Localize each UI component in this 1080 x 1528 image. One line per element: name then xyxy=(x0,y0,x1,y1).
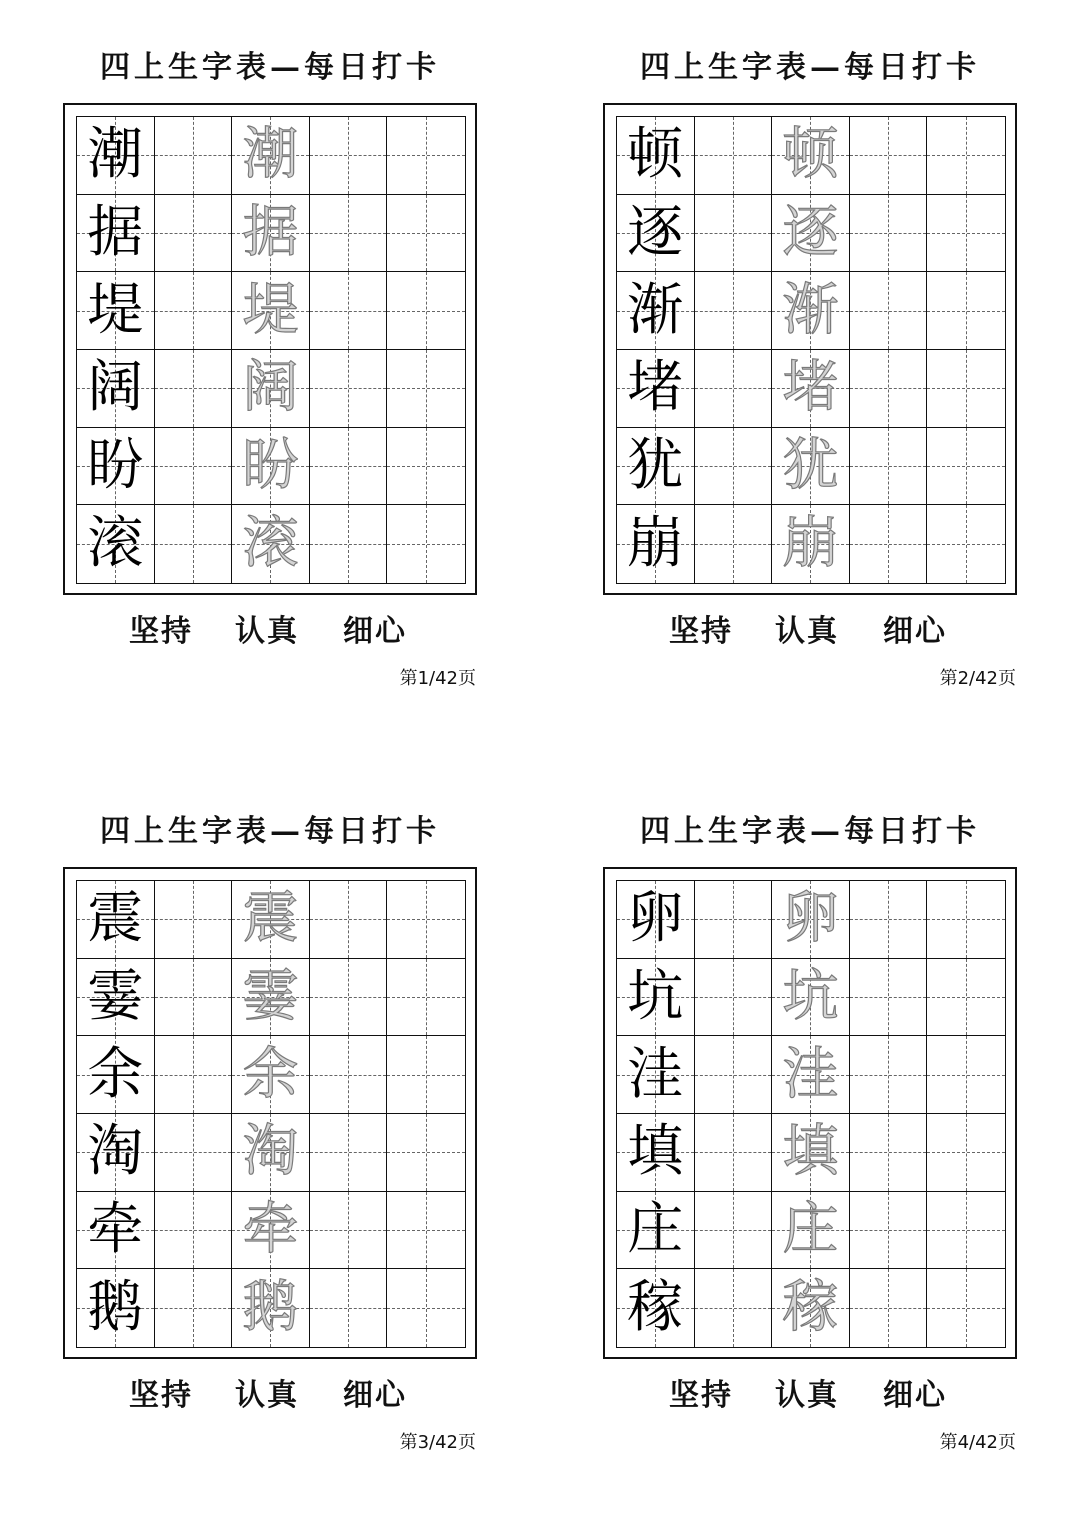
blank-practice-cell xyxy=(927,272,1005,350)
motto-word: 坚持 xyxy=(129,614,193,649)
model-character: 逐 xyxy=(627,199,684,265)
trace-character: 霎 xyxy=(242,963,299,1029)
model-character: 滚 xyxy=(87,511,144,577)
blank-practice-cell xyxy=(155,1269,233,1347)
trace-cell xyxy=(232,1192,310,1270)
blank-practice-cell xyxy=(310,195,388,273)
motto-line xyxy=(63,1376,477,1416)
sheet-title: 四上生字表—每日打卡 xyxy=(100,50,440,85)
blank-practice-cell xyxy=(850,1192,928,1270)
model-character: 震 xyxy=(87,886,144,952)
blank-practice-cell xyxy=(310,881,388,959)
model-cell xyxy=(617,1192,695,1270)
model-character: 淘 xyxy=(87,1119,144,1185)
blank-practice-cell xyxy=(387,350,465,428)
motto-line xyxy=(603,612,1017,652)
blank-practice-cell xyxy=(310,1114,388,1192)
blank-practice-cell xyxy=(387,1036,465,1114)
blank-practice-cell xyxy=(695,428,773,506)
tianzige-grid xyxy=(76,880,466,1348)
blank-practice-cell xyxy=(850,1114,928,1192)
blank-practice-cell xyxy=(155,195,233,273)
model-cell xyxy=(617,195,695,273)
blank-practice-cell xyxy=(310,428,388,506)
blank-practice-cell xyxy=(387,1114,465,1192)
trace-cell xyxy=(772,881,850,959)
trace-cell xyxy=(772,195,850,273)
tianzige-grid xyxy=(76,116,466,584)
blank-practice-cell xyxy=(155,428,233,506)
model-cell xyxy=(617,350,695,428)
blank-practice-cell xyxy=(387,505,465,583)
trace-character: 潮 xyxy=(242,122,299,188)
motto-word: 坚持 xyxy=(129,1378,193,1413)
trace-cell xyxy=(232,117,310,195)
blank-practice-cell xyxy=(850,272,928,350)
trace-cell xyxy=(232,881,310,959)
practice-grid-frame xyxy=(63,867,477,1359)
model-cell xyxy=(77,1269,155,1347)
model-character: 稼 xyxy=(627,1275,684,1341)
model-cell xyxy=(617,272,695,350)
blank-practice-cell xyxy=(927,505,1005,583)
blank-practice-cell xyxy=(927,1114,1005,1192)
blank-practice-cell xyxy=(850,881,928,959)
blank-practice-cell xyxy=(850,195,928,273)
page-number: 第3/42页 xyxy=(399,1432,476,1453)
blank-practice-cell xyxy=(155,1036,233,1114)
blank-practice-cell xyxy=(695,959,773,1037)
blank-practice-cell xyxy=(927,350,1005,428)
model-cell xyxy=(617,505,695,583)
blank-practice-cell xyxy=(155,1192,233,1270)
blank-practice-cell xyxy=(387,881,465,959)
blank-practice-cell xyxy=(387,428,465,506)
blank-practice-cell xyxy=(310,272,388,350)
trace-character: 坑 xyxy=(782,963,839,1029)
blank-practice-cell xyxy=(387,1192,465,1270)
blank-practice-cell xyxy=(927,1036,1005,1114)
blank-practice-cell xyxy=(310,505,388,583)
motto-word: 坚持 xyxy=(669,1378,733,1413)
model-cell xyxy=(617,117,695,195)
model-cell xyxy=(617,428,695,506)
trace-character: 鹅 xyxy=(242,1275,299,1341)
motto-word: 认真 xyxy=(775,614,839,649)
model-character: 崩 xyxy=(627,511,684,577)
motto-word: 细心 xyxy=(883,1378,947,1413)
model-character: 堵 xyxy=(627,355,684,421)
trace-character: 淘 xyxy=(242,1119,299,1185)
blank-practice-cell xyxy=(850,117,928,195)
trace-character: 阔 xyxy=(242,355,299,421)
model-cell xyxy=(77,350,155,428)
trace-character: 顿 xyxy=(782,122,839,188)
trace-cell xyxy=(772,428,850,506)
blank-practice-cell xyxy=(310,117,388,195)
model-character: 堤 xyxy=(87,277,144,343)
model-character: 牵 xyxy=(87,1196,144,1262)
trace-cell xyxy=(772,350,850,428)
practice-grid-frame xyxy=(63,103,477,595)
model-character: 阔 xyxy=(87,355,144,421)
trace-character: 崩 xyxy=(782,511,839,577)
practice-grid-frame xyxy=(603,867,1017,1359)
model-character: 鹅 xyxy=(87,1275,144,1341)
trace-cell xyxy=(232,959,310,1037)
model-character: 犹 xyxy=(627,432,684,498)
trace-character: 余 xyxy=(242,1041,299,1107)
trace-character: 滚 xyxy=(242,511,299,577)
motto-word: 认真 xyxy=(235,1378,299,1413)
model-character: 余 xyxy=(87,1041,144,1107)
model-cell xyxy=(77,195,155,273)
blank-practice-cell xyxy=(387,117,465,195)
trace-cell xyxy=(232,195,310,273)
blank-practice-cell xyxy=(695,1192,773,1270)
blank-practice-cell xyxy=(310,959,388,1037)
trace-cell xyxy=(772,272,850,350)
trace-character: 稼 xyxy=(782,1275,839,1341)
motto-line xyxy=(63,612,477,652)
blank-practice-cell xyxy=(850,350,928,428)
trace-cell xyxy=(232,428,310,506)
blank-practice-cell xyxy=(695,195,773,273)
trace-cell xyxy=(232,272,310,350)
model-cell xyxy=(617,1269,695,1347)
blank-practice-cell xyxy=(155,959,233,1037)
blank-practice-cell xyxy=(927,959,1005,1037)
blank-practice-cell xyxy=(695,1269,773,1347)
motto-word: 细心 xyxy=(343,614,407,649)
blank-practice-cell xyxy=(310,1036,388,1114)
sheet-title: 四上生字表—每日打卡 xyxy=(640,50,980,85)
blank-practice-cell xyxy=(155,505,233,583)
practice-grid-frame xyxy=(603,103,1017,595)
model-character: 盼 xyxy=(87,432,144,498)
model-cell xyxy=(77,1114,155,1192)
blank-practice-cell xyxy=(155,117,233,195)
trace-character: 填 xyxy=(782,1119,839,1185)
model-character: 霎 xyxy=(87,963,144,1029)
page-number: 第2/42页 xyxy=(939,668,1016,689)
tianzige-grid xyxy=(616,116,1006,584)
motto-word: 认真 xyxy=(235,614,299,649)
blank-practice-cell xyxy=(695,117,773,195)
model-character: 坑 xyxy=(627,963,684,1029)
trace-cell xyxy=(772,1269,850,1347)
blank-practice-cell xyxy=(387,272,465,350)
model-cell xyxy=(77,272,155,350)
blank-practice-cell xyxy=(155,1114,233,1192)
model-character: 顿 xyxy=(627,122,684,188)
model-character: 据 xyxy=(87,199,144,265)
blank-practice-cell xyxy=(695,881,773,959)
model-cell xyxy=(617,959,695,1037)
trace-character: 据 xyxy=(242,199,299,265)
trace-character: 犹 xyxy=(782,432,839,498)
blank-practice-cell xyxy=(387,1269,465,1347)
blank-practice-cell xyxy=(155,272,233,350)
motto-line xyxy=(603,1376,1017,1416)
trace-cell xyxy=(232,350,310,428)
blank-practice-cell xyxy=(310,1192,388,1270)
motto-word: 认真 xyxy=(775,1378,839,1413)
blank-practice-cell xyxy=(850,505,928,583)
motto-word: 坚持 xyxy=(669,614,733,649)
blank-practice-cell xyxy=(695,350,773,428)
blank-practice-cell xyxy=(695,1036,773,1114)
trace-character: 卵 xyxy=(782,886,839,952)
trace-character: 逐 xyxy=(782,199,839,265)
trace-character: 牵 xyxy=(242,1196,299,1262)
blank-practice-cell xyxy=(927,428,1005,506)
trace-cell xyxy=(232,1114,310,1192)
page-number: 第4/42页 xyxy=(939,1432,1016,1453)
model-cell xyxy=(77,1192,155,1270)
model-character: 庄 xyxy=(627,1196,684,1262)
sheet-title: 四上生字表—每日打卡 xyxy=(640,814,980,849)
practice-sheet xyxy=(0,0,540,764)
blank-practice-cell xyxy=(927,1192,1005,1270)
blank-practice-cell xyxy=(850,428,928,506)
trace-character: 堤 xyxy=(242,277,299,343)
motto-word: 细心 xyxy=(343,1378,407,1413)
model-character: 卵 xyxy=(627,886,684,952)
model-cell xyxy=(77,1036,155,1114)
model-cell xyxy=(77,428,155,506)
trace-character: 洼 xyxy=(782,1041,839,1107)
trace-character: 震 xyxy=(242,886,299,952)
blank-practice-cell xyxy=(387,959,465,1037)
blank-practice-cell xyxy=(695,505,773,583)
blank-practice-cell xyxy=(927,195,1005,273)
model-cell xyxy=(617,1114,695,1192)
blank-practice-cell xyxy=(850,1036,928,1114)
trace-cell xyxy=(772,505,850,583)
blank-practice-cell xyxy=(155,881,233,959)
model-cell xyxy=(77,117,155,195)
trace-cell xyxy=(772,1114,850,1192)
model-character: 渐 xyxy=(627,277,684,343)
trace-character: 渐 xyxy=(782,277,839,343)
trace-character: 庄 xyxy=(782,1196,839,1262)
model-character: 潮 xyxy=(87,122,144,188)
sheet-title: 四上生字表—每日打卡 xyxy=(100,814,440,849)
model-cell xyxy=(617,1036,695,1114)
tianzige-grid xyxy=(616,880,1006,1348)
blank-practice-cell xyxy=(155,350,233,428)
blank-practice-cell xyxy=(850,959,928,1037)
blank-practice-cell xyxy=(387,195,465,273)
trace-character: 堵 xyxy=(782,355,839,421)
blank-practice-cell xyxy=(927,881,1005,959)
blank-practice-cell xyxy=(695,1114,773,1192)
trace-cell xyxy=(232,1269,310,1347)
trace-cell xyxy=(232,1036,310,1114)
practice-sheet xyxy=(540,0,1080,764)
blank-practice-cell xyxy=(927,1269,1005,1347)
blank-practice-cell xyxy=(850,1269,928,1347)
model-cell xyxy=(77,505,155,583)
model-cell xyxy=(617,881,695,959)
model-character: 填 xyxy=(627,1119,684,1185)
trace-character: 盼 xyxy=(242,432,299,498)
blank-practice-cell xyxy=(927,117,1005,195)
model-cell xyxy=(77,881,155,959)
model-cell xyxy=(77,959,155,1037)
trace-cell xyxy=(772,117,850,195)
trace-cell xyxy=(772,1036,850,1114)
trace-cell xyxy=(232,505,310,583)
model-character: 洼 xyxy=(627,1041,684,1107)
practice-sheet xyxy=(540,764,1080,1528)
blank-practice-cell xyxy=(695,272,773,350)
motto-word: 细心 xyxy=(883,614,947,649)
page-number: 第1/42页 xyxy=(399,668,476,689)
practice-sheet xyxy=(0,764,540,1528)
blank-practice-cell xyxy=(310,350,388,428)
trace-cell xyxy=(772,959,850,1037)
blank-practice-cell xyxy=(310,1269,388,1347)
trace-cell xyxy=(772,1192,850,1270)
